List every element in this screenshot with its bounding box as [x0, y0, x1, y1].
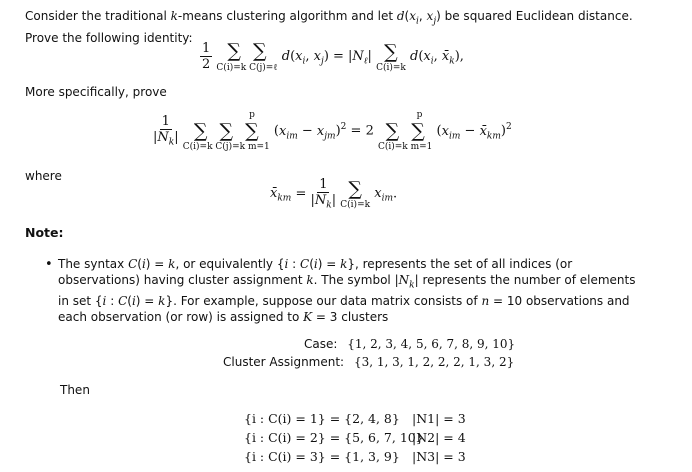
- then-label: Then: [60, 383, 90, 397]
- assignment-row: [223, 355, 514, 369]
- assignment-label: Cluster Assignment:: [223, 355, 345, 369]
- case-row: [304, 337, 515, 351]
- set-row: [244, 428, 466, 447]
- intro-paragraph: Consider the traditional k-means clustering algorithm and let $d(x_i$, $x_j$) be squared Euclidean distance. Prove the following identity:: [25, 9, 633, 46]
- where-label: where: [25, 169, 62, 183]
- set-count: |N3| = 3: [412, 449, 466, 464]
- mean-equation: $x̄_{km}$ = $\frac{1}{|N_k|}$ ∑ C(i)=k $x_{im}$.: [270, 177, 398, 211]
- identity-equation: $\frac{1}{2}$ ∑ ∑ C(i)=k C(j)=ℓ $d(x_i$, $x_j) = |N_\ell|$ ∑ C(i)=k $d(x_i$, $x̄_k$),: [202, 40, 464, 73]
- set-row: [244, 409, 466, 428]
- set-expression: {i : C(i) = 2} = {5, 6, 7, 10}: [244, 430, 424, 445]
- case-values: {1, 2, 3, 4, 5, 6, 7, 8, 9, 10}: [347, 337, 516, 351]
- set-expression: {i : C(i) = 1} = {2, 4, 8}: [244, 411, 400, 426]
- note-heading: Note:: [25, 225, 64, 240]
- bullet-paragraph: The syntax C(i) = k, or equivalently {i : C(i) = k}, represents the set of all indices (or observations) having cluster assignment k. The symbol $|N_k|$ represents the number of elements in set {i : C(i) = k}. For example, suppose our data matrix consists of n = 10 observations and each observation (or row) is assigned to K = 3 clusters: [58, 257, 636, 325]
- set-count: |N2| = 4: [412, 430, 466, 445]
- more-specifically-label: More specifically, prove: [25, 85, 167, 99]
- set-expression: {i : C(i) = 3} = {1, 3, 9}: [244, 449, 400, 464]
- set-count: |N1| = 3: [412, 411, 466, 426]
- set-row: [244, 447, 466, 466]
- assignment-values: {3, 1, 3, 1, 2, 2, 2, 1, 3, 2}: [353, 355, 515, 369]
- bullet-dot: •: [45, 257, 53, 272]
- specific-equation: $\frac{1}{|N_k|}$ p ∑ ∑ ∑ C(i)=k C(j)=k m=1 $(x_{im} - x_{jm})^2 = 2$ p ∑ ∑ C(i)=k m=1 ($x_{im}$ − $x̄_{km})^2$: [153, 110, 512, 152]
- cluster-sets: [244, 409, 466, 466]
- case-label: Case:: [304, 337, 338, 351]
